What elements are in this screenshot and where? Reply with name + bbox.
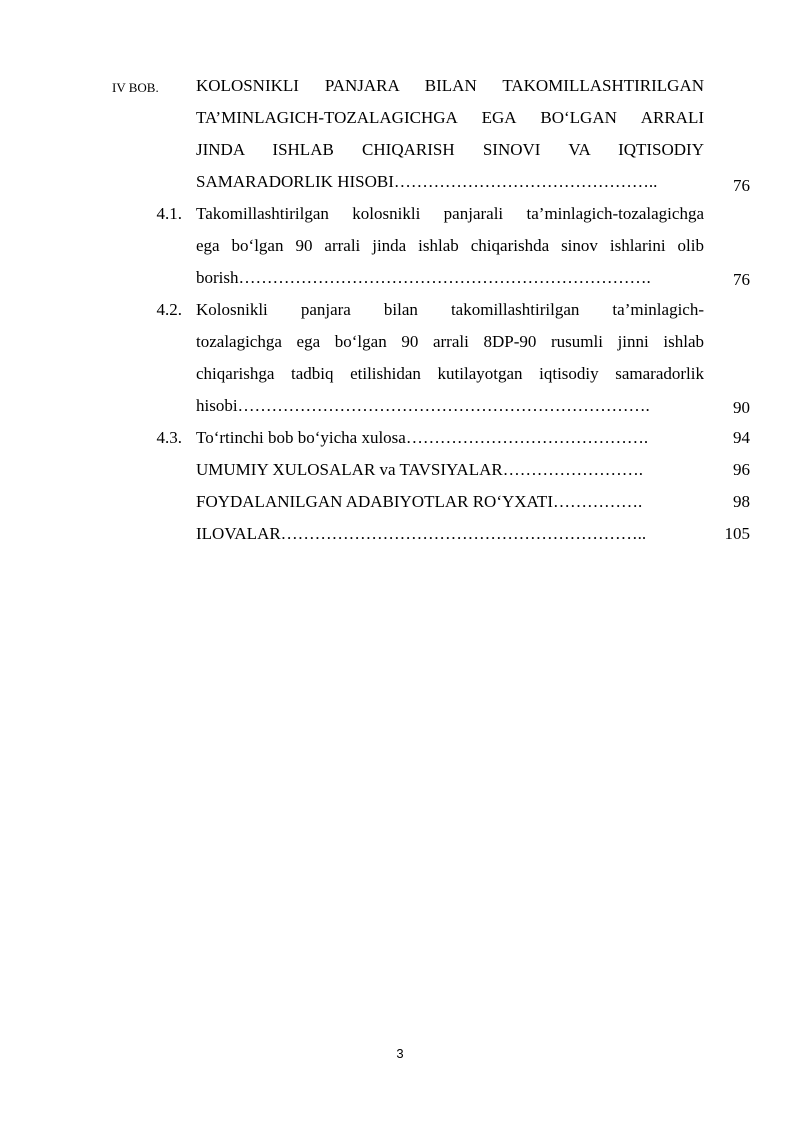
toc-entry-number: IV BOB. xyxy=(112,80,159,95)
page-number: 3 xyxy=(396,1046,404,1061)
toc-entry-line: UMUMIY XULOSALAR va TAVSIYALAR……………………. xyxy=(196,460,643,479)
toc-entry-line: FOYDALANILGAN ADABIYOTLAR RO‘YXATI……………. xyxy=(196,492,643,511)
toc-entry-line: chiqarishga tadbiq etilishidan kutilayotgan iqtisodiy samaradorlik xyxy=(196,364,704,383)
toc-entry-title xyxy=(196,486,704,518)
toc-entry-page: 96 xyxy=(733,460,750,479)
toc-entry-page: 105 xyxy=(724,524,750,543)
toc-entry-title xyxy=(196,70,704,198)
toc-entry-line: KOLOSNIKLI PANJARA BILAN TAKOMILLASHTIRILGAN xyxy=(196,76,704,95)
toc-entry-line: Kolosnikli panjara bilan takomillashtirilgan ta’minlagich- xyxy=(196,300,704,319)
toc-entry-line: hisobi………………………………………………………………. xyxy=(196,396,650,415)
toc-entry-line: ega bo‘lgan 90 arrali jinda ishlab chiqarishda sinov ishlarini olib xyxy=(196,236,704,255)
toc-entry-line: To‘rtinchi bob bo‘yicha xulosa……………………………………. xyxy=(196,428,649,447)
toc-entry-number: 4.2. xyxy=(156,300,182,319)
toc-entry-page: 76 xyxy=(733,176,750,195)
toc-entry-page: 98 xyxy=(733,492,750,511)
toc-entry-page: 76 xyxy=(733,270,750,289)
toc-entry-line: borish………………………………………………………………. xyxy=(196,268,651,287)
toc-entry-line: Takomillashtirilgan kolosnikli panjarali ta’minlagich-tozalagichga xyxy=(196,204,704,223)
toc-entry-page: 94 xyxy=(733,428,750,447)
toc-entry-title xyxy=(196,518,704,550)
toc-entry-title xyxy=(196,454,704,486)
toc-entry-line: TA’MINLAGICH-TOZALAGICHGA EGA BO‘LGAN ARRALI xyxy=(196,108,704,127)
toc-entry-page: 90 xyxy=(733,398,750,417)
toc-entry-title xyxy=(196,198,704,294)
toc-entry-number: 4.3. xyxy=(156,428,182,447)
toc-entry-line: SAMARADORLIK HISOBI……………………………………….. xyxy=(196,172,658,191)
toc-entry-line: JINDA ISHLAB CHIQARISH SINOVI VA IQTISODIY xyxy=(196,140,704,159)
toc-entry-line: tozalagichga ega bo‘lgan 90 arrali 8DP-90 rusumli jinni ishlab xyxy=(196,332,704,351)
toc-entry-title xyxy=(196,422,704,454)
toc-entry-title xyxy=(196,294,704,422)
toc-entry-number: 4.1. xyxy=(156,204,182,223)
toc-entry-line: ILOVALAR……………………………………………………….. xyxy=(196,524,647,543)
